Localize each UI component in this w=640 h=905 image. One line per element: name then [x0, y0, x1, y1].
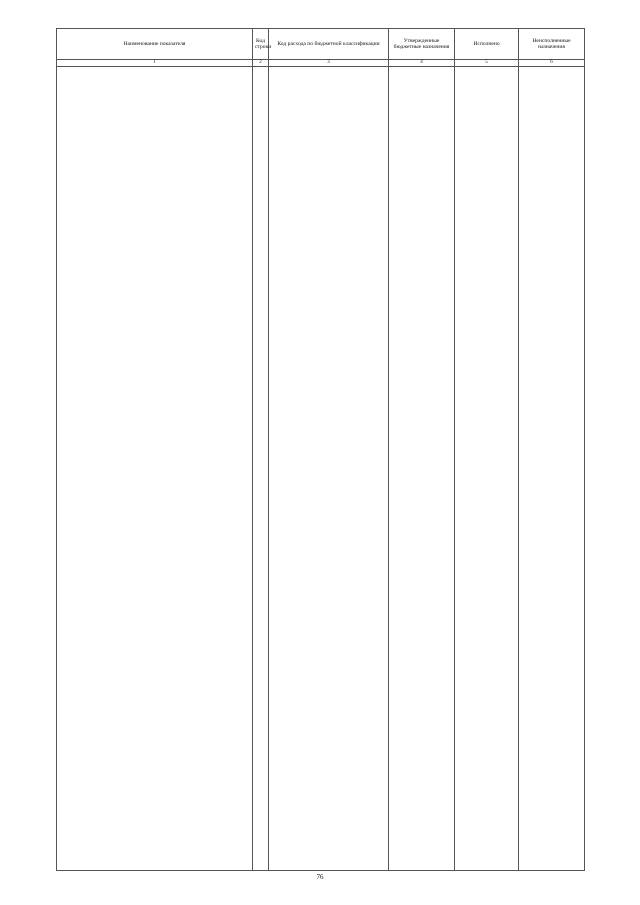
- table-header: [57, 29, 585, 67]
- header-line-code: Код строки: [253, 29, 269, 60]
- table-body: [57, 67, 585, 871]
- budget-execution-table: [56, 28, 585, 871]
- header-unexecuted: Неисполненные назначения: [519, 29, 585, 60]
- header-budget-code: Код расхода по бюджетной классификации: [269, 29, 389, 60]
- column-number-row: [57, 60, 585, 67]
- page-number: 76: [316, 873, 324, 881]
- header-executed: Исполнено: [455, 29, 519, 60]
- table-body-placeholder: [57, 67, 585, 871]
- column-number: 2: [253, 60, 269, 67]
- column-number: 1: [57, 60, 253, 67]
- column-number: 6: [519, 60, 585, 67]
- header-approved: Утвержденные бюджетные назначения: [389, 29, 455, 60]
- column-number: 5: [455, 60, 519, 67]
- column-number: 4: [389, 60, 455, 67]
- column-number: 3: [269, 60, 389, 67]
- header-name: Наименование показателя: [57, 29, 253, 60]
